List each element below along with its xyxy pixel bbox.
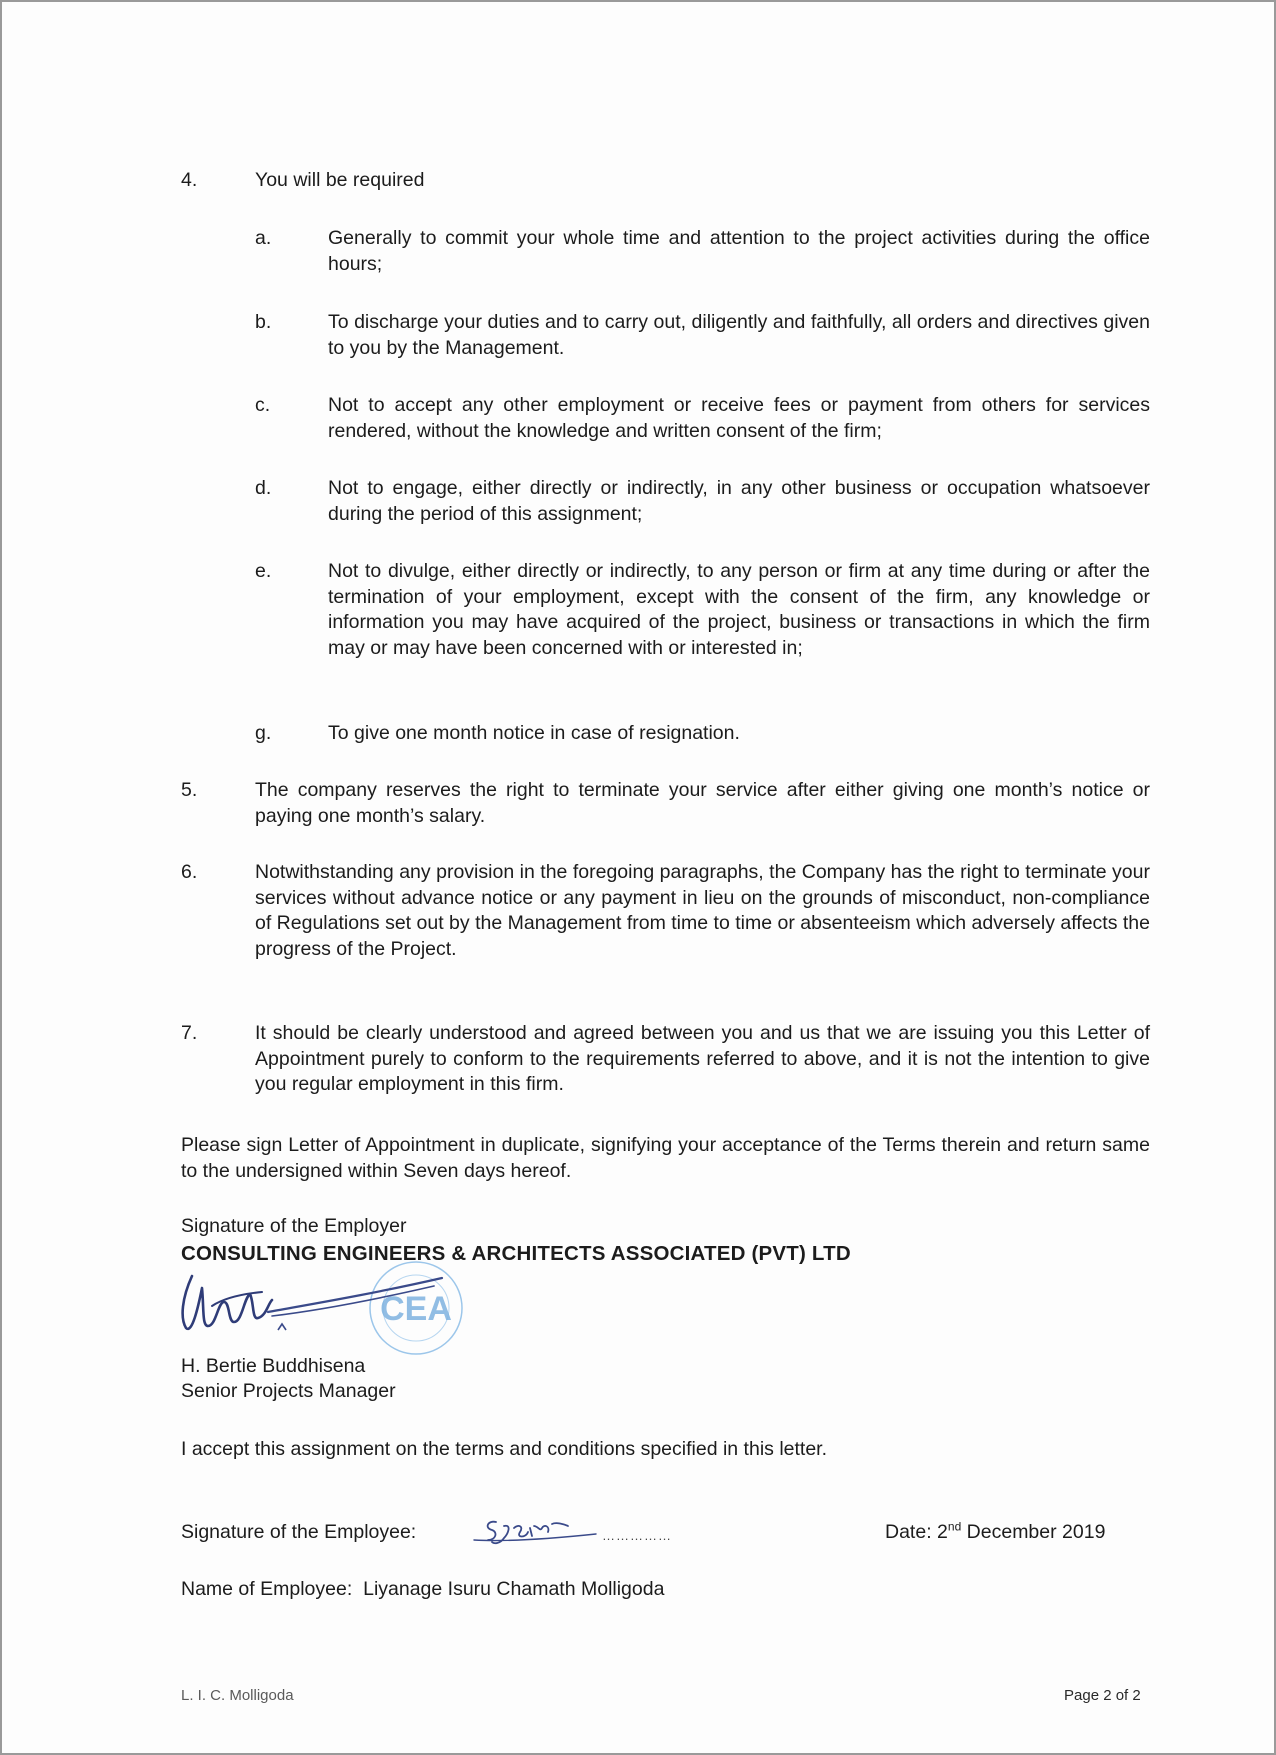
date-suffix: nd (947, 1519, 962, 1534)
sub-item-text: To discharge your duties and to carry out, diligently and faithfully, all orders and directives given to you by the Management. (328, 311, 1150, 359)
clause-intro-text: You will be required (255, 169, 425, 191)
employer-signature-label: Signature of the Employer (181, 1215, 407, 1237)
closing-paragraph: Please sign Letter of Appointment in duplicate, signifying your acceptance of the Terms therein and return same to the undersigned within Seven days hereof. (181, 1134, 1150, 1182)
sub-item-letter: b. (255, 311, 272, 333)
sub-item-letter: e. (255, 560, 272, 582)
date-label: Date: (885, 1521, 938, 1543)
clause-text-7: It should be clearly understood and agreed between you and us that we are issuing you this Letter of Appointment purely to conform to the requirements referred to above, and it is not the intention to give you regular employment in this firm. (255, 1022, 1150, 1095)
footer-initials: L. I. C. Molligoda (181, 1687, 294, 1704)
sub-item-text: Not to accept any other employment or receive fees or payment from others for services rendered, without the knowledge and written consent of the firm; (328, 394, 1150, 442)
sub-item-text: To give one month notice in case of resignation. (328, 722, 740, 744)
clause-number-4: 4. (181, 169, 198, 191)
sub-item-letter: c. (255, 394, 271, 416)
sub-item-letter: a. (255, 227, 272, 249)
sub-item-text: Not to engage, either directly or indirectly, in any other business or occupation whatsoever during the period of this assignment; (328, 477, 1150, 525)
employer-signature (172, 1268, 462, 1340)
signatory-name: H. Bertie Buddhisena (181, 1355, 366, 1377)
signature-dotted-line: …………… (602, 1528, 672, 1543)
company-name: CONSULTING ENGINEERS & ARCHITECTS ASSOCIATED (PVT) LTD (181, 1242, 851, 1265)
stamp-text: CEA (380, 1290, 452, 1328)
clause-number-5: 5. (181, 779, 198, 801)
signatory-title: Senior Projects Manager (181, 1380, 396, 1402)
clause-number-6: 6. (181, 861, 198, 883)
acceptance-statement: I accept this assignment on the terms and conditions specified in this letter. (181, 1438, 828, 1460)
employee-name-label: Name of Employee: (181, 1578, 353, 1600)
date-day: 2 (937, 1521, 948, 1543)
clause-text-6: Notwithstanding any provision in the foregoing paragraphs, the Company has the right to terminate your services without advance notice or any payment in lieu on the grounds of misconduct, non-compliance of Regulations set out by the Management from time to time or absenteeism which adversely affects the progress of the Project. (255, 861, 1150, 960)
employee-name-field (181, 1577, 664, 1603)
sub-item-letter: g. (255, 722, 272, 744)
sub-item-letter: d. (255, 477, 272, 499)
sub-item-text: Not to divulge, either directly or indirectly, to any person or firm at any time during or after the termination of your employment, except with the consent of the firm, any knowledge or information you may have acquired of the project, business or transactions in which the firm may or may have been concerned with or interested in; (328, 560, 1150, 659)
sub-item-text: Generally to commit your whole time and attention to the project activities during the office hours; (328, 227, 1150, 275)
clause-text-5: The company reserves the right to terminate your service after either giving one month’s notice or paying one month’s salary. (255, 779, 1150, 827)
clause-number-7: 7. (181, 1022, 198, 1044)
employee-name-value: Liyanage Isuru Chamath Molligoda (363, 1578, 665, 1600)
date-month-year: December 2019 (961, 1521, 1106, 1543)
page-number: Page 2 of 2 (1064, 1687, 1141, 1704)
employee-signature (468, 1514, 608, 1548)
date-field (885, 1520, 1105, 1546)
employee-signature-label: Signature of the Employee: (181, 1521, 417, 1543)
